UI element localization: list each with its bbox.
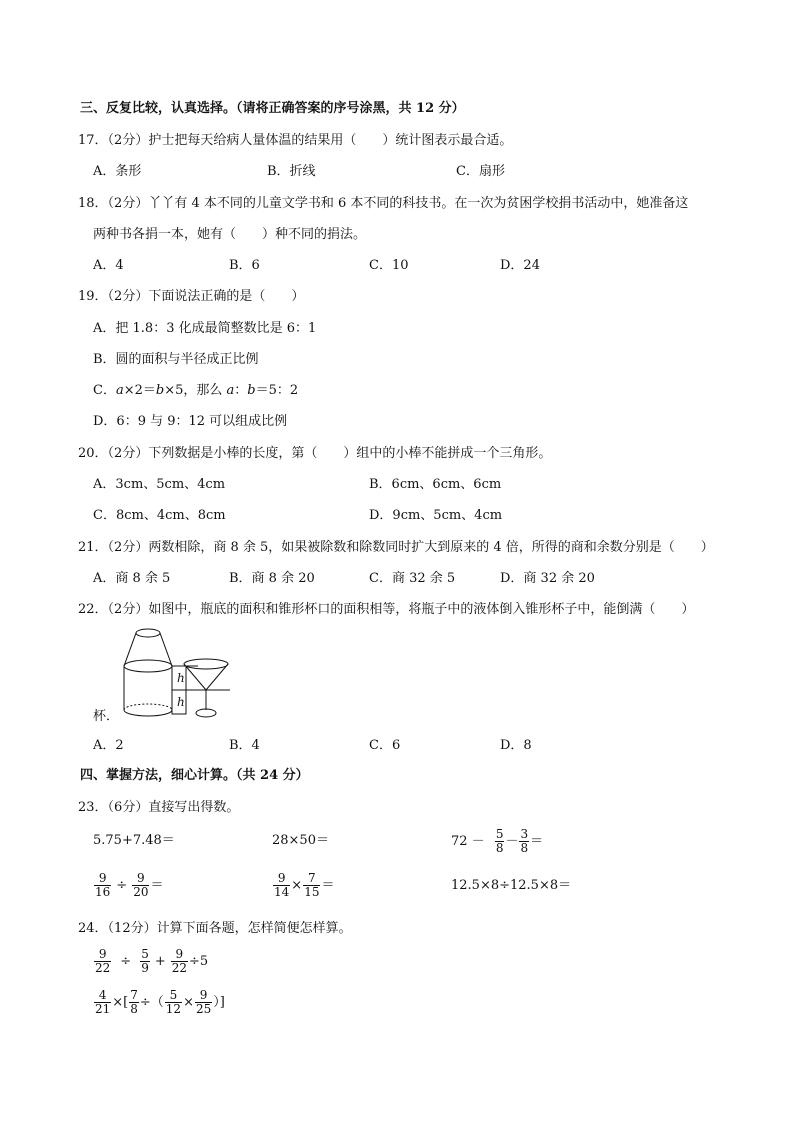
q23-expr-3: 72 － $\frac{5}{8}$ － $\frac{3}{8}$ ＝ [451, 827, 544, 855]
q17-option-a: A．条形 [93, 164, 142, 179]
q21-option-d: D．商 32 余 20 [500, 571, 595, 586]
q19-option-c: C．a×2＝b×5，那么 a：b＝5：2 [93, 383, 299, 398]
q19-option-a: A．把 1.8：3 化成最简整数比是 6：1 [93, 321, 317, 336]
q19-option-b: B．圆的面积与半径成正比例 [93, 352, 259, 367]
question-24-stem: 24．（12分）计算下面各题，怎样简便怎样算。 [78, 921, 352, 936]
q18-option-d: D．24 [500, 258, 540, 273]
question-18-stem-line1: 18．（2分）丫丫有 4 本不同的儿童文学书和 6 本不同的科技书。在一次为贫困学校捐书活动中，她准备这 [78, 196, 689, 211]
section-3-heading: 三、反复比较，认真选择。（请将正确答案的序号涂黑，共 12 分） [80, 101, 465, 116]
q17-option-b: B．折线 [267, 164, 316, 179]
bottle-figure [124, 629, 172, 716]
q22-option-a: A．2 [93, 738, 124, 753]
question-19-stem: 19．（2分）下面说法正确的是（ ） [78, 289, 305, 304]
q18-option-b: B．6 [229, 258, 260, 273]
q23-expr-1: 5.75+7.48＝ [93, 833, 175, 848]
height-label-top: h [177, 671, 185, 685]
q22-option-c: C．6 [369, 738, 401, 753]
q18-option-a: A．4 [93, 258, 124, 273]
q23-expr-2: 28×50＝ [272, 833, 329, 848]
q22-option-d: D．8 [500, 738, 532, 753]
q18-option-c: C．10 [369, 258, 409, 273]
q21-option-c: C．商 32 余 5 [369, 571, 456, 586]
q21-option-a: A．商 8 余 5 [93, 571, 171, 586]
q17-option-c: C．扇形 [456, 164, 505, 179]
question-21-stem: 21．（2分）两数相除，商 8 余 5，如果被除数和除数同时扩大到原来的 4 倍，所得的商和余数分别是（ ） [78, 540, 714, 555]
q24-expr-1: $\frac{9}{22}$ ÷ $\frac{5}{9}$ + $\frac{9}{22}$ ÷5 [95, 947, 209, 975]
q19-option-d: D．6：9 与 9：12 可以组成比例 [93, 414, 288, 429]
q21-option-b: B．商 8 余 20 [229, 571, 315, 586]
q20-option-a: A．3cm、5cm、4cm [93, 477, 226, 492]
height-label-bottom: h [177, 695, 185, 709]
q20-option-b: B．6cm、6cm、6cm [369, 477, 502, 492]
cone-cup-figure [184, 659, 228, 717]
section-4-heading: 四、掌握方法，细心计算。（共 24 分） [80, 768, 309, 783]
q23-expr-4: $\frac{9}{16}$ ÷ $\frac{9}{20}$ ＝ [95, 871, 164, 899]
question-23-stem: 23．（6分）直接写出得数。 [78, 800, 240, 815]
question-18-stem-line2: 两种书各捐一本，她有（ ）种不同的捐法。 [93, 227, 367, 242]
q23-expr-6: 12.5×8÷12.5×8＝ [451, 878, 572, 893]
q24-expr-2: $\frac{4}{21}$ ×[ $\frac{7}{8}$ ÷（ $\frac{5}{12}$ × $\frac{9}{25}$ ）] [95, 988, 225, 1016]
question-17-stem: 17．（2分）护士把每天给病人量体温的结果用（ ）统计图表示最合适。 [78, 133, 513, 148]
q23-expr-5: $\frac{9}{14}$ × $\frac{7}{15}$ ＝ [274, 871, 335, 899]
question-22-tail: 杯． [93, 709, 120, 724]
question-20-stem: 20．（2分）下列数据是小棒的长度，第（ ）组中的小棒不能拼成一个三角形。 [78, 446, 552, 461]
q20-option-d: D．9cm、5cm、4cm [369, 508, 503, 523]
q22-option-b: B．4 [229, 738, 260, 753]
question-22-stem: 22．（2分）如图中，瓶底的面积和锥形杯口的面积相等，将瓶子中的液体倒入锥形杯子中，能倒满（ ） [78, 602, 695, 617]
q20-option-c: C．8cm、4cm、8cm [93, 508, 226, 523]
